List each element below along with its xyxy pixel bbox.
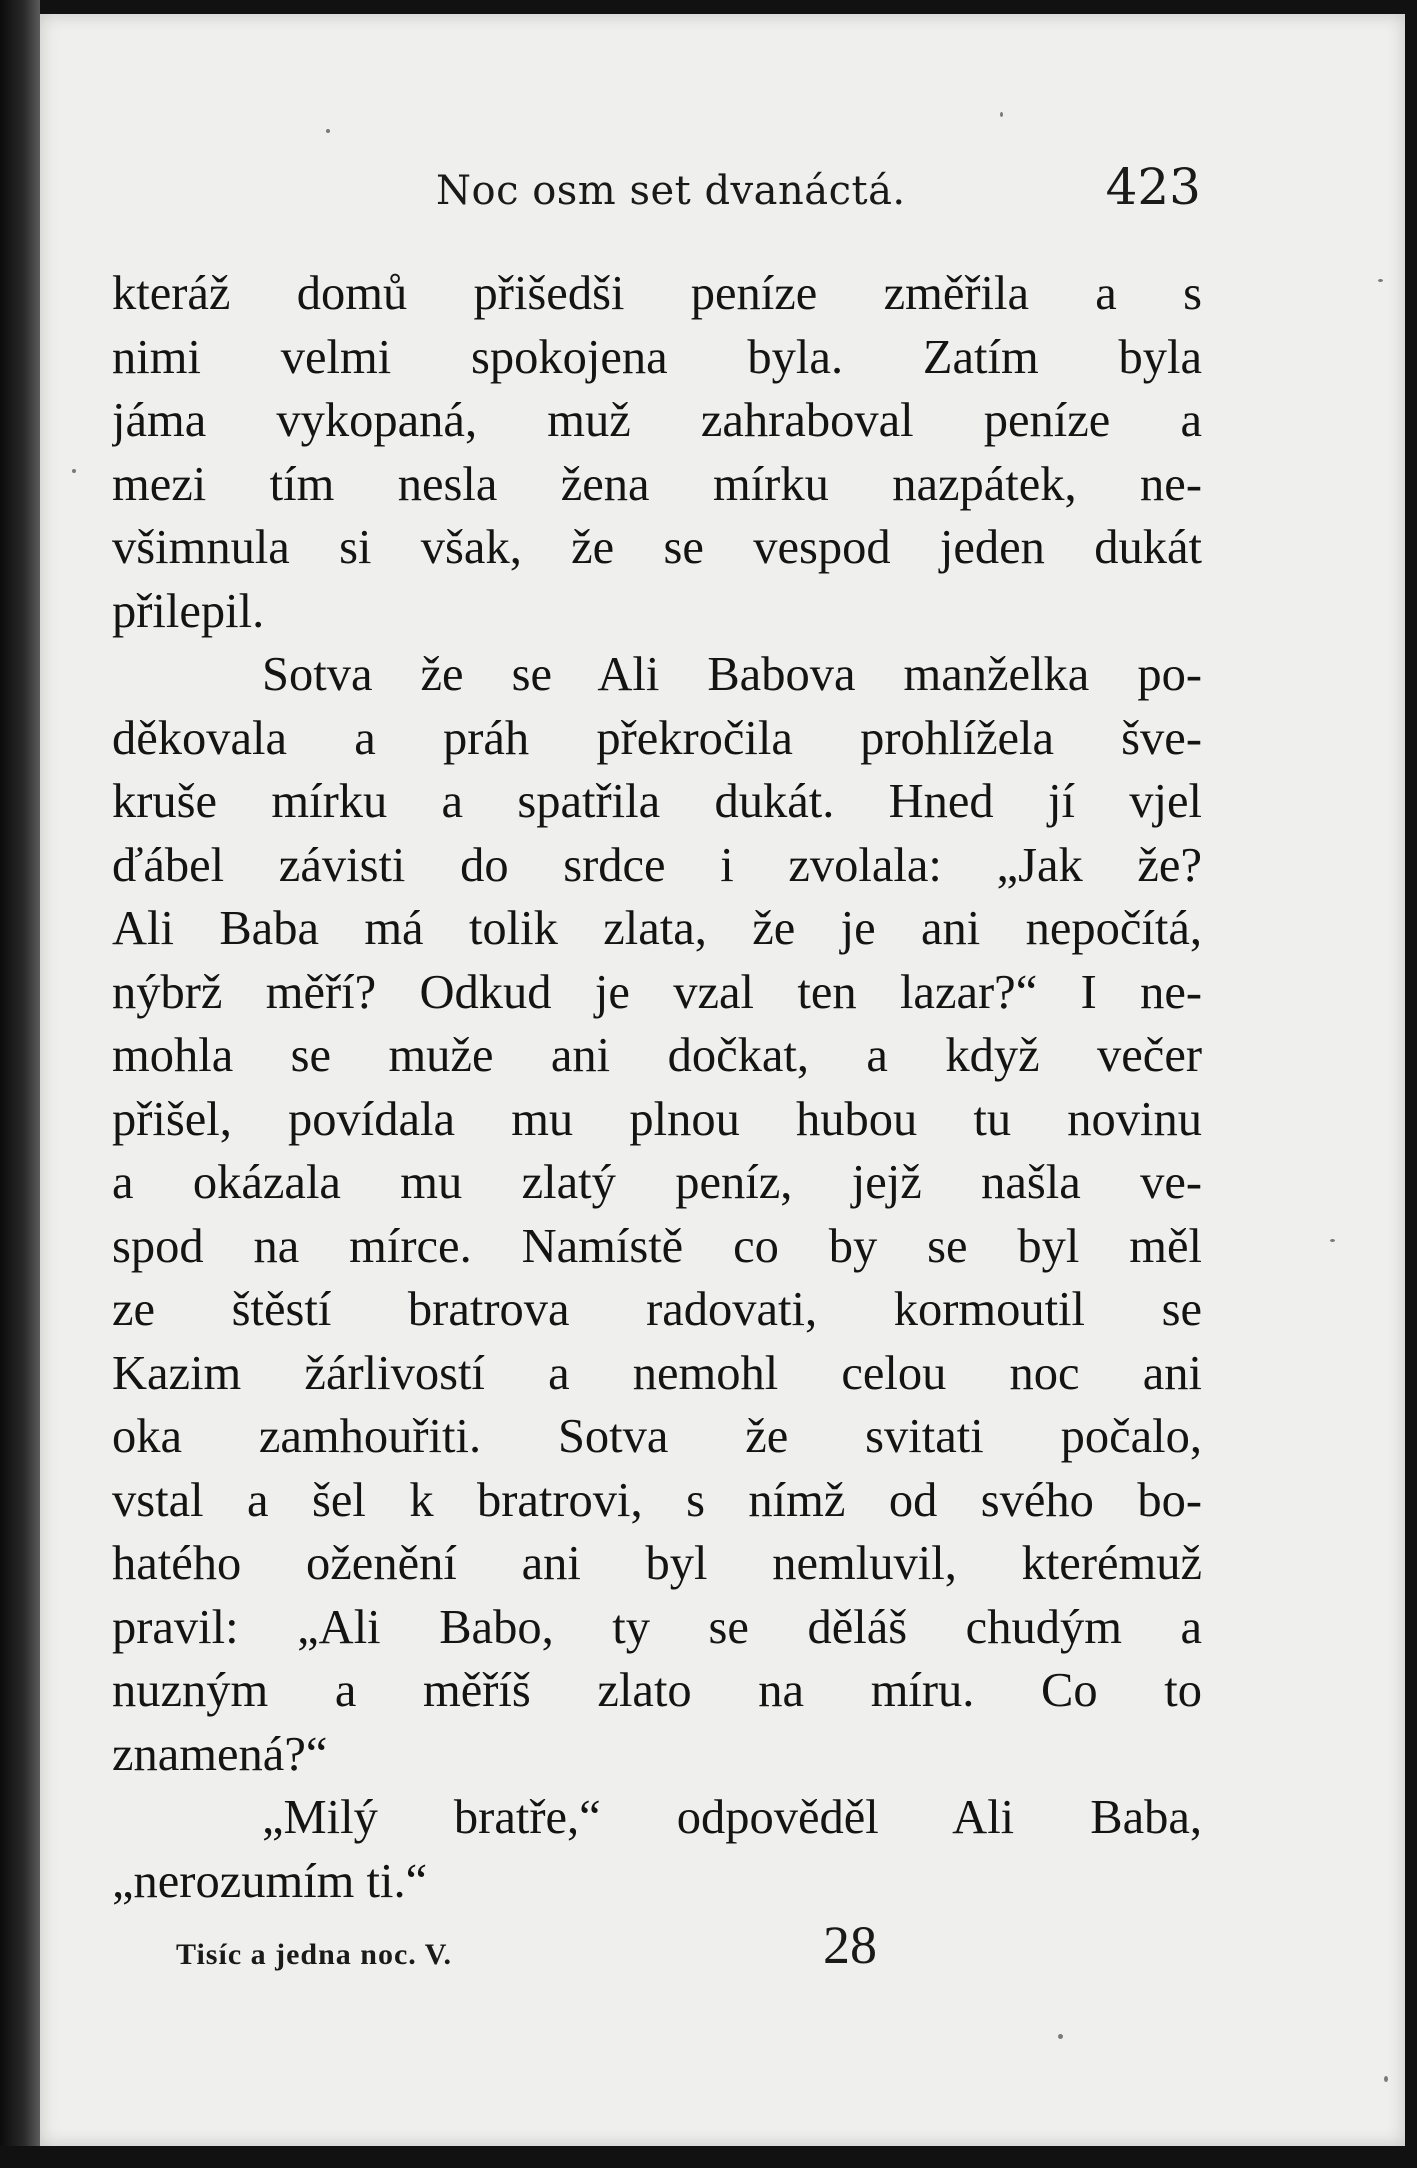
text-line: Ali Baba má tolik zlata, že je ani nepočítá, [112,902,1202,955]
paper-speck [72,469,76,473]
text-line: nuzným a měříš zlato na míru. Co to [112,1664,1202,1717]
text-line: nýbrž měří? Odkud je vzal ten lazar?“ I ne- [112,965,1202,1019]
page-footer [40,1914,1405,1984]
text-line: děkovala a práh překročila prohlížela šve- [112,711,1202,765]
book-spine-edge [0,0,40,2168]
text-line: mohla se muže ani dočkat, a když večer [112,1029,1202,1082]
text-line: ze štěstí bratrova radovati, kormoutil se [112,1283,1202,1336]
text-line: přilepil. [112,584,265,638]
page-bottom-shadow [0,2146,1417,2168]
text-line: hatého oženění ani byl nemluvil, kterémuž [112,1537,1202,1590]
text-line: pravil: „Ali Babo, ty se děláš chudým a [112,1600,1202,1654]
text-line: spod na mírce. Namístě co by se byl měl [112,1219,1202,1273]
text-line: a okázala mu zlatý peníz, jejž našla ve- [112,1156,1202,1209]
paper-speck [1058,2034,1063,2039]
running-header [40,154,1405,224]
text-line: „nerozumím ti.“ [112,1854,428,1908]
text-line: znamená?“ [112,1727,328,1781]
paper-speck [1330,1239,1335,1242]
text-line: přišel, povídala mu plnou hubou tu novinu [112,1092,1202,1146]
running-header-title: Noc osm set dvanáctá. [436,168,906,214]
paper-speck [1384,2076,1388,2082]
text-line: kteráž domů přišedši peníze změřila a s [112,267,1202,320]
paper-speck [1378,279,1383,282]
body-text [112,262,1202,1913]
sheet-number: 28 [823,1915,877,1975]
paper-speck [326,129,330,133]
text-line: kruše mírku a spatřila dukát. Hned jí vjel [112,775,1202,828]
text-line: vstal a šel k bratrovi, s nímž od svého bo- [112,1473,1202,1527]
text-line: jáma vykopaná, muž zahraboval peníze a [112,394,1202,447]
text-line: mezi tím nesla žena mírku nazpátek, ne- [112,457,1202,511]
text-line: Sotva že se Ali Babova manželka po- [262,648,1202,701]
text-line: všimnula si však, že se vespod jeden dukát [112,521,1202,574]
text-line: nimi velmi spokojena byla. Zatím byla [112,330,1202,384]
text-line: Kazim žárlivostí a nemohl celou noc ani [112,1346,1202,1400]
text-line: „Milý bratře,“ odpověděl Ali Baba, [262,1791,1202,1844]
printer-signature: Tisíc a jedna noc. V. [176,1938,453,1971]
book-page [40,14,1405,2146]
text-line: oka zamhouřiti. Sotva že svitati počalo, [112,1410,1202,1463]
text-line: ďábel závisti do srdce i zvolala: „Jak že? [112,838,1202,892]
paper-speck [1000,112,1003,117]
page-number: 423 [1105,158,1201,216]
